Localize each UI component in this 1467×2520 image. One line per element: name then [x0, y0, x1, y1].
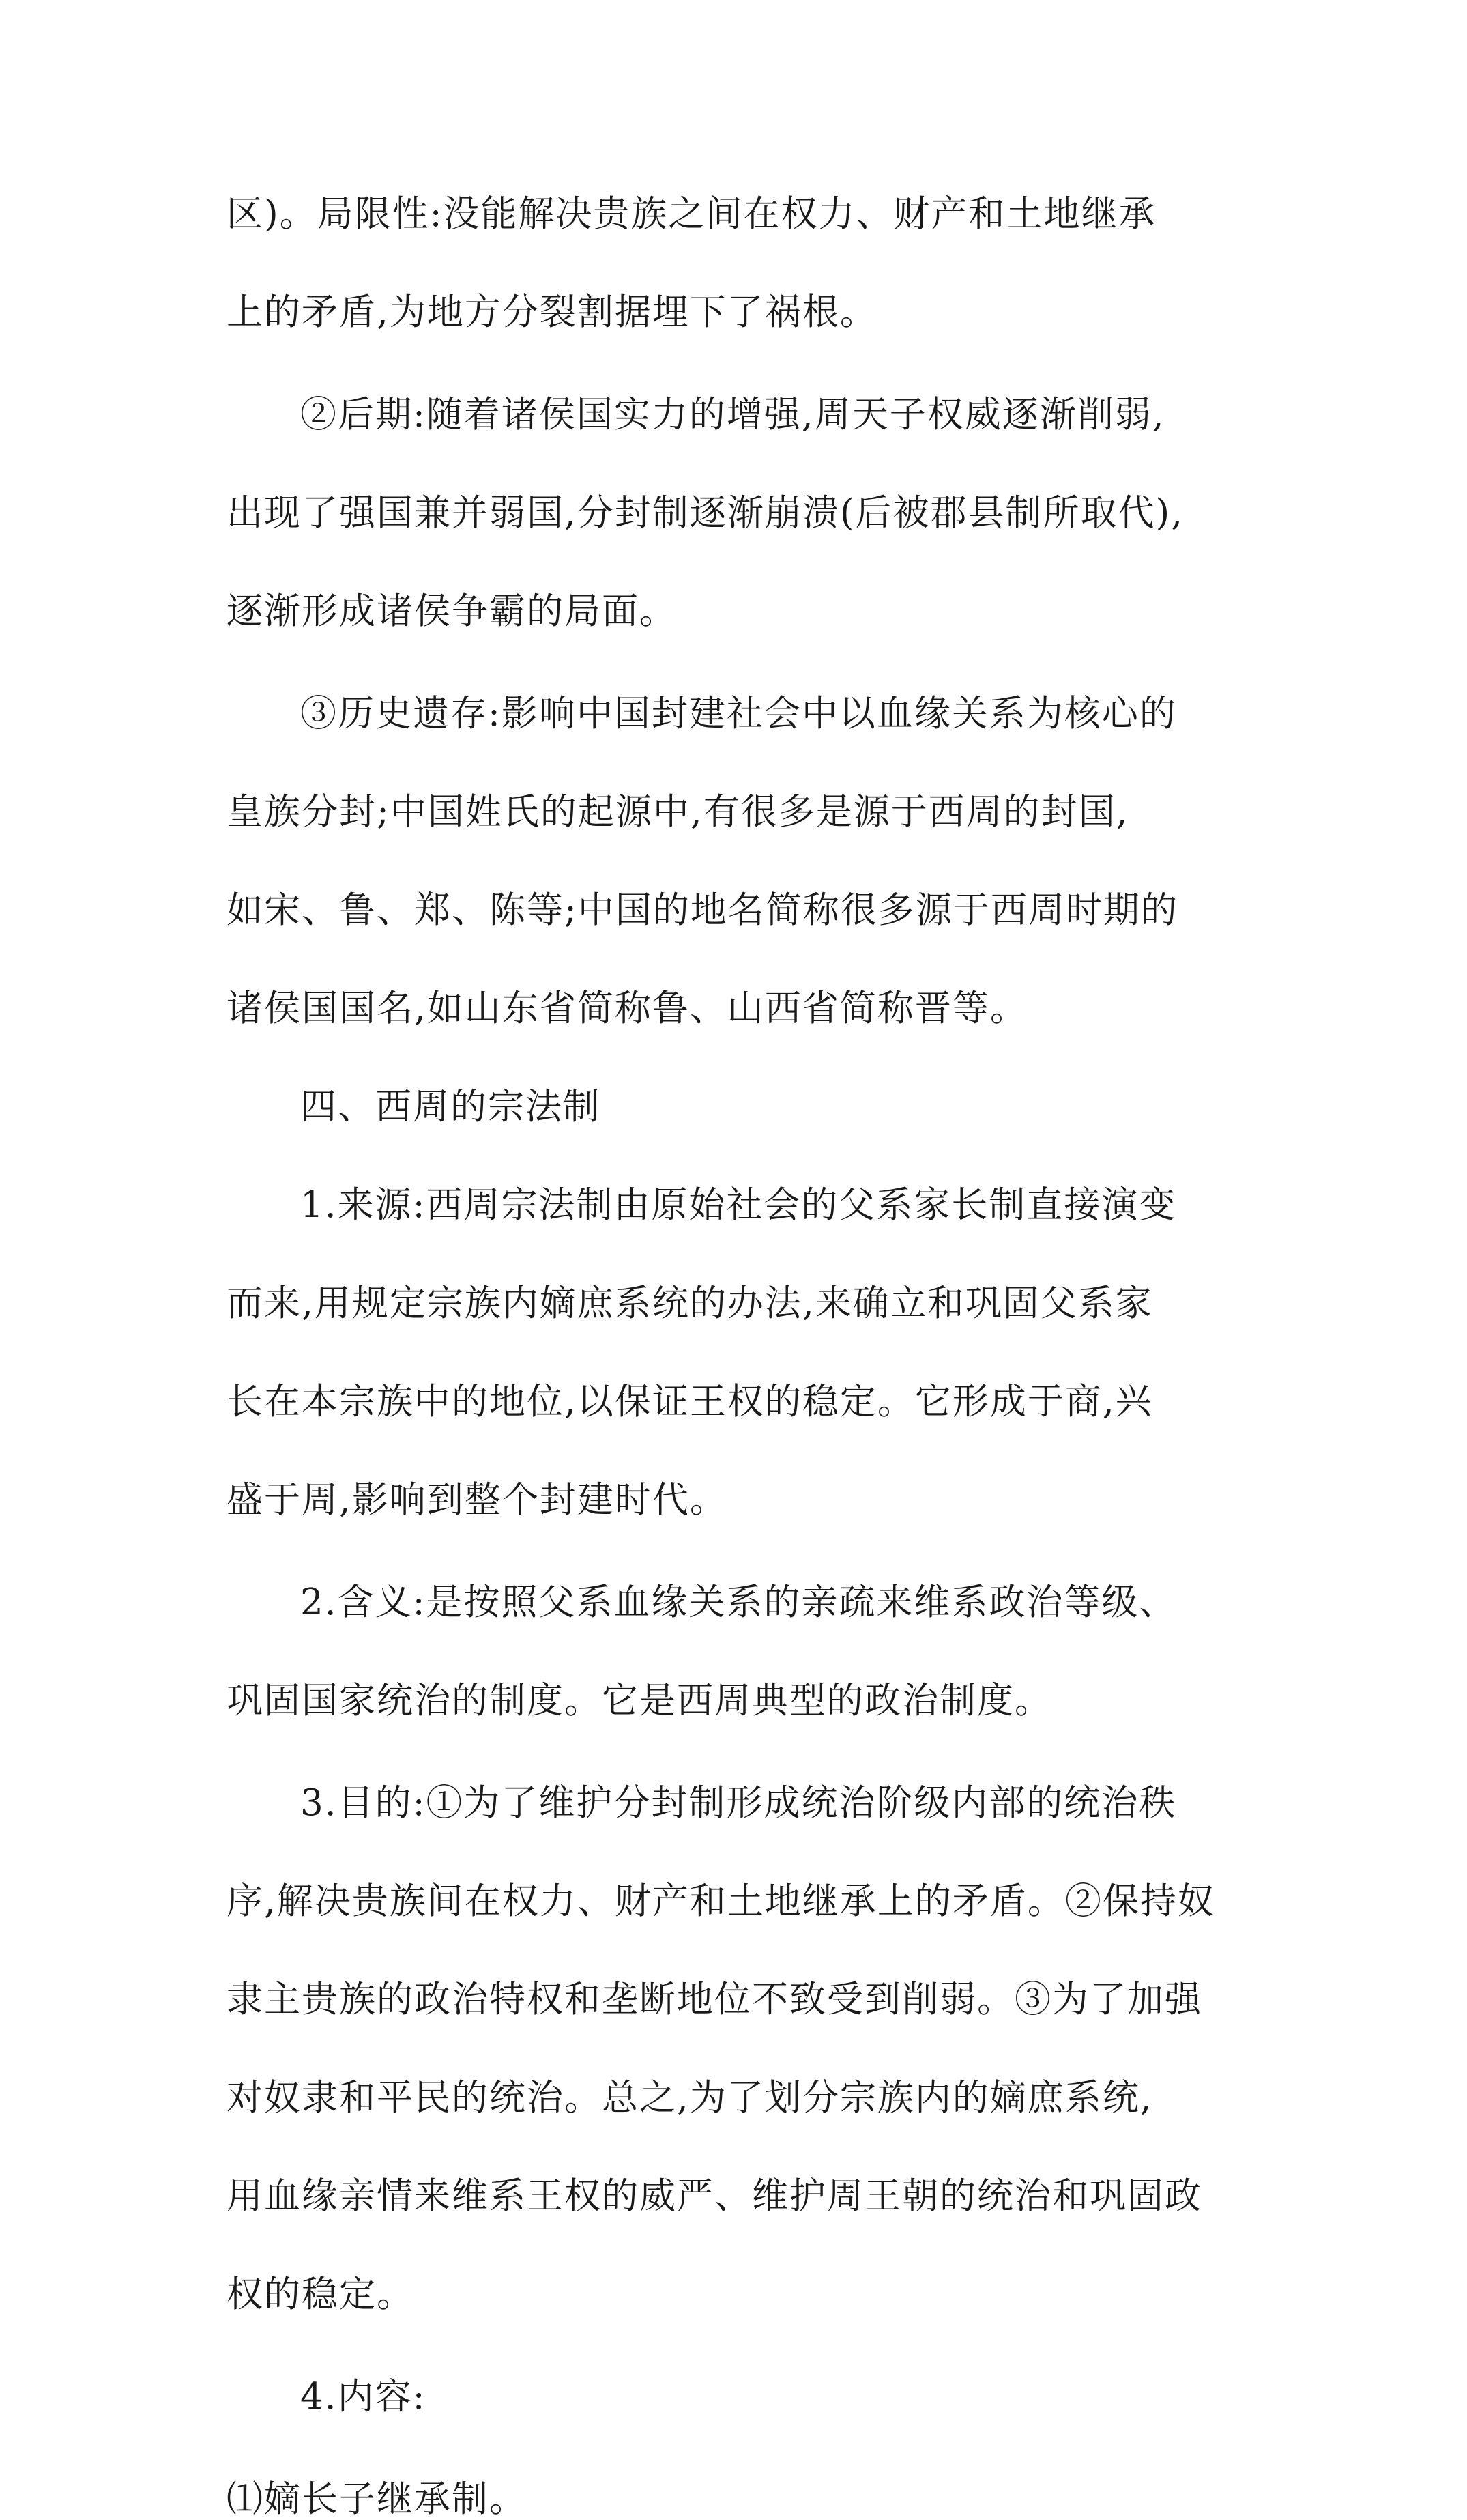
text-line: 巩固国家统治的制度。它是西周典型的政治制度。 [227, 1680, 1052, 1721]
text-line: 长在本宗族中的地位,以保证王权的稳定。它形成于商,兴 [227, 1381, 1153, 1422]
document-body [227, 194, 1250, 2520]
text-line: 出现了强国兼并弱国,分封制逐渐崩溃(后被郡县制所取代), [227, 492, 1185, 534]
text-line: 盛于周,影响到整个封建时代。 [227, 1479, 727, 1521]
paragraph-first-line: 4.内容: [300, 2376, 426, 2418]
text-line: 隶主贵族的政治特权和垄断地位不致受到削弱。③为了加强 [227, 1979, 1202, 2020]
paragraph-first-line: 3.目的:①为了维护分封制形成统治阶级内部的统治秩 [300, 1782, 1177, 1824]
text-line: 逐渐形成诸侯争霸的局面。 [227, 590, 677, 632]
text-line: 对奴隶和平民的统治。总之,为了划分宗族内的嫡庶系统, [227, 2077, 1153, 2119]
paragraph-first-line: 2.含义:是按照父系血缘关系的亲疏来维系政治等级、 [300, 1581, 1177, 1623]
section-heading: 四、西周的宗法制 [300, 1086, 600, 1128]
paragraph-first-line: 1.来源:西周宗法制由原始社会的父系家长制直接演变 [300, 1184, 1177, 1226]
text-line: 上的矛盾,为地方分裂割据埋下了祸根。 [227, 291, 877, 333]
text-line: 序,解决贵族间在权力、财产和土地继承上的矛盾。②保持奴 [227, 1880, 1215, 1922]
list-item: ⑴嫡长子继承制。 [227, 2478, 527, 2520]
paragraph-first-line: ③历史遗存:影响中国封建社会中以血缘关系为核心的 [300, 693, 1177, 734]
text-line: 用血缘亲情来维系王权的威严、维护周王朝的统治和巩固政 [227, 2175, 1202, 2217]
paragraph-first-line: ②后期:随着诸侯国实力的增强,周天子权威逐渐削弱, [300, 394, 1165, 435]
text-line: 权的稳定。 [227, 2274, 414, 2315]
text-line: 区)。局限性:没能解决贵族之间在权力、财产和土地继承 [227, 193, 1157, 235]
text-line: 诸侯国国名,如山东省简称鲁、山西省简称晋等。 [227, 988, 1028, 1029]
text-line: 如宋、鲁、郑、陈等;中国的地名简称很多源于西周时期的 [227, 889, 1178, 931]
text-line: 而来,用规定宗族内嫡庶系统的办法,来确立和巩固父系家 [227, 1283, 1153, 1324]
text-line: 皇族分封;中国姓氏的起源中,有很多是源于西周的封国, [227, 791, 1129, 833]
